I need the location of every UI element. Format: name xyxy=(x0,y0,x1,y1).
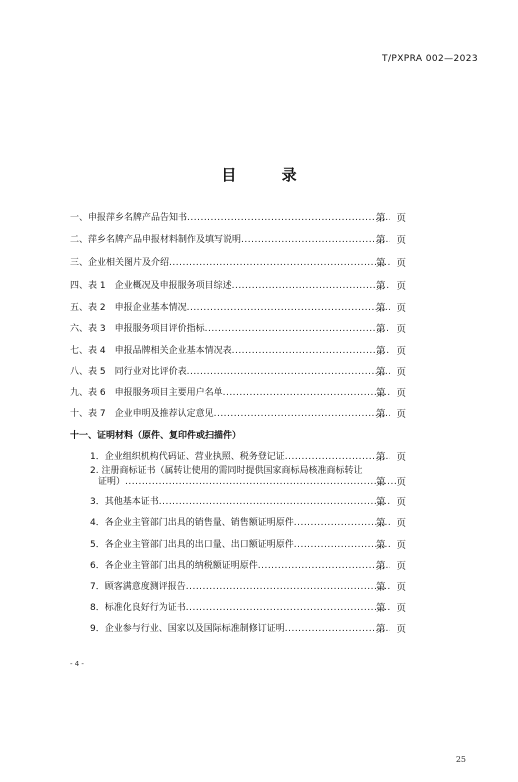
toc-page-ref: 第 页 xyxy=(375,235,410,246)
toc-page-ref: 第 页 xyxy=(375,624,410,635)
toc-entry-label: 四、表 1 企业概况及申报服务项目综述 xyxy=(70,281,232,291)
toc-sub-entry[interactable] xyxy=(90,518,410,529)
toc-page-ref: 第 页 xyxy=(375,561,410,572)
toc-entry-label: 一、申报萍乡名牌产品告知书 xyxy=(70,213,188,223)
toc-entry[interactable] xyxy=(70,213,410,224)
toc-title: 目 录 xyxy=(221,166,317,184)
toc-page-ref: 第 页 xyxy=(375,477,410,488)
toc-entry[interactable] xyxy=(70,346,410,357)
toc-entry-label: 七、表 4 申报品牌相关企业基本情况表 xyxy=(70,346,232,356)
toc-section-heading[interactable] xyxy=(70,431,410,442)
toc-page-ref: 第 页 xyxy=(375,603,410,614)
toc-page-ref: 第 页 xyxy=(375,452,410,463)
dot-leader xyxy=(187,303,390,314)
toc-entry-label: 5．各企业主管部门出具的出口量、出口额证明原件 xyxy=(90,540,294,550)
toc-sub-entry[interactable] xyxy=(90,497,410,508)
dot-leader xyxy=(159,497,390,508)
dot-leader xyxy=(223,388,390,399)
toc-entry-label: 6．各企业主管部门出具的纳税额证明原件 xyxy=(90,561,258,571)
dot-leader xyxy=(214,409,390,420)
toc-sub-entry[interactable] xyxy=(90,452,410,463)
toc-sub-entry[interactable] xyxy=(90,624,410,635)
footer-page-mark: - 4 - xyxy=(70,660,84,668)
toc-entry-label: 五、表 2 申报企业基本情况 xyxy=(70,303,187,313)
toc-page-ref: 第 页 xyxy=(375,540,410,551)
toc-sub-entry[interactable] xyxy=(90,466,410,488)
toc-entry-label: 8．标准化良好行为证书 xyxy=(90,603,186,613)
dot-leader xyxy=(169,258,390,269)
page-number: 25 xyxy=(455,755,466,764)
dot-leader xyxy=(187,213,390,224)
toc-page-ref: 第 页 xyxy=(375,324,410,335)
toc-page-ref: 第 页 xyxy=(375,409,410,420)
toc-entry[interactable] xyxy=(70,258,410,269)
toc-entry-label-continued: 证明） xyxy=(98,477,126,487)
toc-entry-label: 八、表 5 同行业对比评价表 xyxy=(70,367,187,377)
dot-leader xyxy=(285,624,390,635)
toc-entry[interactable] xyxy=(70,367,410,378)
toc-section-heading-label: 十一、证明材料（原件、复印件或扫描件） xyxy=(70,431,242,441)
toc-sub-entry[interactable] xyxy=(90,603,410,614)
dot-leader xyxy=(125,477,398,488)
toc-entry-label: 三、企业相关图片及介绍 xyxy=(70,258,170,268)
toc-entry[interactable] xyxy=(70,388,410,399)
toc-page-ref: 第 页 xyxy=(375,367,410,378)
toc-entry[interactable] xyxy=(70,235,410,246)
toc-entry-label: 六、表 3 申报服务项目评价指标 xyxy=(70,324,205,334)
dot-leader xyxy=(232,346,390,357)
toc-page-ref: 第 页 xyxy=(375,258,410,269)
toc-entry-label: 3．其他基本证书 xyxy=(90,497,159,507)
toc-sub-entry[interactable] xyxy=(90,540,410,551)
toc-entry-label: 九、表 6 申报服务项目主要用户名单 xyxy=(70,388,223,398)
toc-page-ref: 第 页 xyxy=(375,213,410,224)
dot-leader xyxy=(205,324,390,335)
toc-entry-label: 4．各企业主管部门出具的销售量、销售额证明原件 xyxy=(90,518,294,528)
toc-page-ref: 第 页 xyxy=(375,303,410,314)
dot-leader xyxy=(186,582,390,593)
dot-leader xyxy=(258,561,390,572)
document-code: T/PXPRA 002—2023 xyxy=(382,54,478,64)
toc-entry-label: 9．企业参与行业、国家以及国际标准制修订证明 xyxy=(90,624,285,634)
toc-page-ref: 第 页 xyxy=(375,518,410,529)
toc-page-ref: 第 页 xyxy=(375,582,410,593)
toc-page-ref: 第 页 xyxy=(375,281,410,292)
toc-sub-entry[interactable] xyxy=(90,561,410,572)
toc-entry-label: 2. 注册商标证书（属转让使用的需同时提供国家商标局核准商标转让 xyxy=(90,466,363,476)
toc-entry[interactable] xyxy=(70,409,410,420)
dot-leader xyxy=(232,281,390,292)
toc-entry-label: 十、表 7 企业申明及推荐认定意见 xyxy=(70,409,214,419)
dot-leader xyxy=(241,235,390,246)
toc-entry-label: 7．顾客满意度测评报告 xyxy=(90,582,186,592)
toc-page-ref: 第 页 xyxy=(375,388,410,399)
toc-entry-label: 二、萍乡名牌产品申报材料制作及填写说明 xyxy=(70,235,242,245)
toc-entry[interactable] xyxy=(70,303,410,314)
dot-leader xyxy=(186,603,390,614)
dot-leader xyxy=(187,367,390,378)
toc-page-ref: 第 页 xyxy=(375,346,410,357)
toc-page-ref: 第 页 xyxy=(375,497,410,508)
toc-entry-label: 1．企业组织机构代码证、营业执照、税务登记证 xyxy=(90,452,285,462)
toc-entry[interactable] xyxy=(70,324,410,335)
toc-entry[interactable] xyxy=(70,281,410,292)
dot-leader xyxy=(285,452,390,463)
toc-sub-entry[interactable] xyxy=(90,582,410,593)
